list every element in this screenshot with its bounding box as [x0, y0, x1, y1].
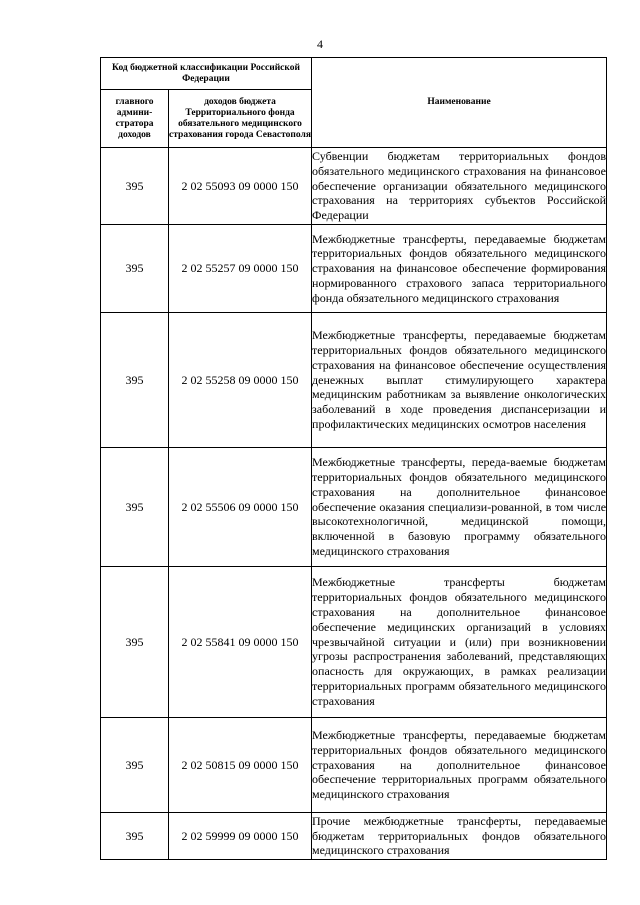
table-row [101, 448, 607, 567]
table-row [101, 313, 607, 448]
header-name: Наименование [312, 58, 607, 148]
row-code: 2 02 59999 09 0000 150 [169, 813, 312, 860]
row-admin: 395 [101, 225, 169, 313]
row-code: 2 02 55841 09 0000 150 [169, 567, 312, 718]
row-admin: 395 [101, 567, 169, 718]
header-group-label: Код бюджетной классификации Российской Федерации [101, 58, 312, 90]
table-row [101, 718, 607, 813]
row-name: Прочие межбюджетные трансферты, передаваемые бюджетам территориальных фондов обязательного медицинского страхования [312, 813, 607, 860]
header-admin: главного админи-стратора доходов [101, 90, 169, 148]
row-code: 2 02 50815 09 0000 150 [169, 718, 312, 813]
table-row [101, 148, 607, 225]
row-admin: 395 [101, 148, 169, 225]
header-code: доходов бюджета Территориального фонда обязательного медицинского страхования города Севастополя [169, 90, 312, 148]
budget-classification-table [100, 57, 607, 860]
table-row [101, 813, 607, 860]
row-name: Межбюджетные трансферты, передаваемые бюджетам территориальных фондов обязательного медицинского страхования на финансовое обеспечение осуществления денежных выплат стимулирующего характера медицинским работникам за выявление онкологических заболеваний в ходе проведения диспансеризации и профилактических медицинских осмотров населения [312, 313, 607, 448]
row-code: 2 02 55257 09 0000 150 [169, 225, 312, 313]
row-name: Межбюджетные трансферты, передаваемые бюджетам территориальных фондов обязательного медицинского страхования на финансовое обеспечение формирования нормированного страхового запаса территориального фонда обязательного медицинского страхования [312, 225, 607, 313]
row-code: 2 02 55093 09 0000 150 [169, 148, 312, 225]
row-admin: 395 [101, 313, 169, 448]
table-row [101, 567, 607, 718]
row-code: 2 02 55506 09 0000 150 [169, 448, 312, 567]
row-name: Межбюджетные трансферты бюджетам территориальных фондов обязательного медицинского страхования на дополнительное финансовое обеспечение медицинских организаций в условиях чрезвычайной ситуации и (или) при возникновении угрозы распространения заболеваний, представляющих опасность для окружающих, в рамках реализации территориальных программ обязательного медицинского страхования [312, 567, 607, 718]
row-admin: 395 [101, 813, 169, 860]
row-name: Субвенции бюджетам территориальных фондов обязательного медицинского страхования на финансовое обеспечение организации обязательного медицинского страхования на территориях субъектов Российской Федерации [312, 148, 607, 225]
row-admin: 395 [101, 448, 169, 567]
row-code: 2 02 55258 09 0000 150 [169, 313, 312, 448]
table-row [101, 225, 607, 313]
row-admin: 395 [101, 718, 169, 813]
page-number: 4 [317, 37, 323, 51]
row-name: Межбюджетные трансферты, переда-ваемые бюджетам территориальных фондов обязательного медицинского страхования на дополнительное финансовое обеспечение оказания специализи-рованной, в том числе высокотехнологичной, медицинской помощи, включенной в базовую программу обязательного медицинского страхования [312, 448, 607, 567]
row-name: Межбюджетные трансферты, передаваемые бюджетам территориальных фондов обязательного медицинского страхования на дополнительное финансовое обеспечение территориальных программ обязательного медицинского страхования [312, 718, 607, 813]
